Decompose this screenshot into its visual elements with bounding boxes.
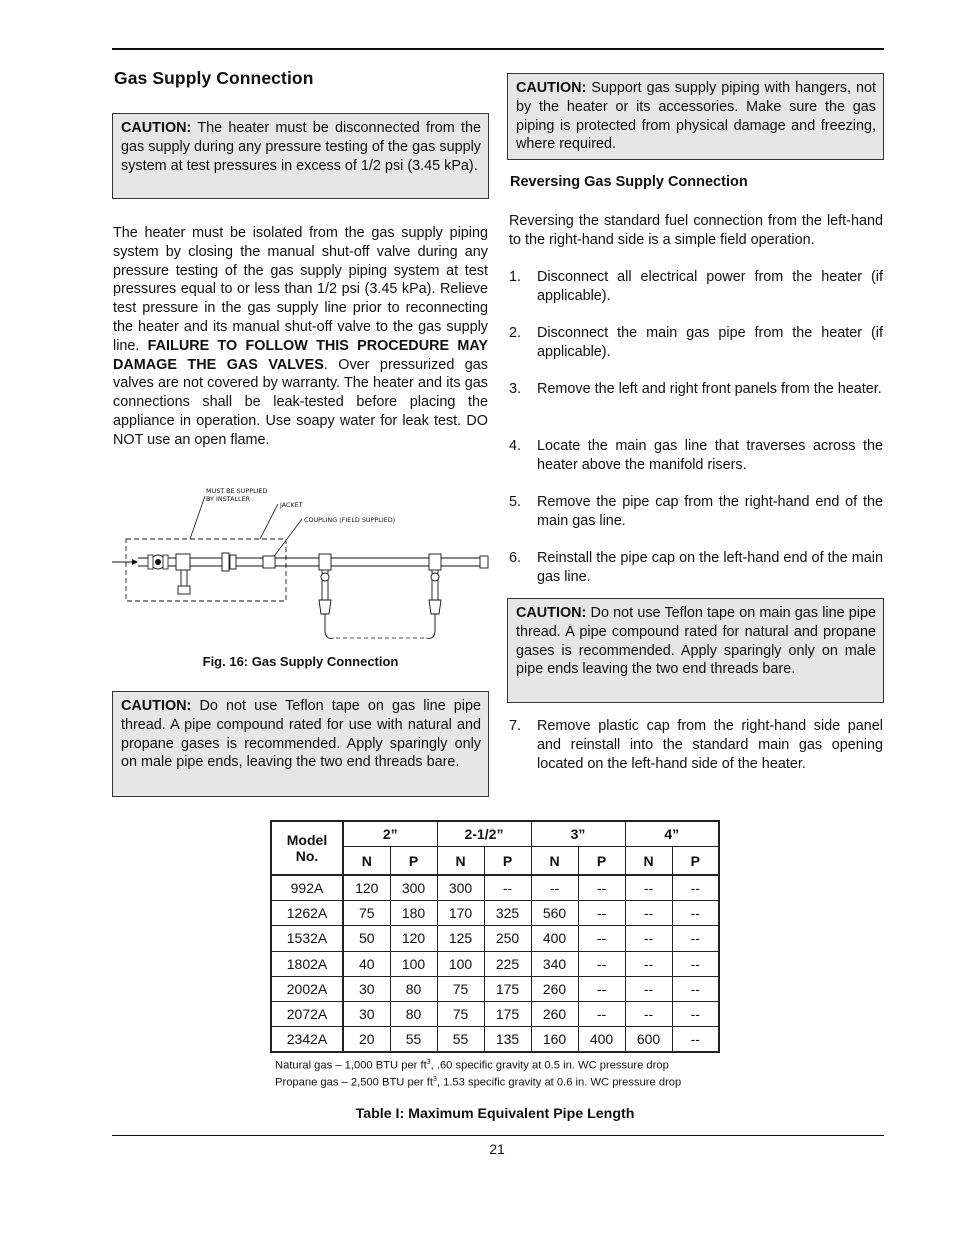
length-cell: -- [625,926,672,951]
length-cell: 120 [390,926,437,951]
length-cell: 75 [437,976,484,1001]
length-cell: 600 [625,1027,672,1053]
caution-label: CAUTION: [121,120,192,136]
gas-type-header: P [484,847,531,876]
caution-box-pressure-test [112,113,489,199]
model-cell: 992A [271,875,343,901]
length-cell: 325 [484,901,531,926]
intro-paragraph: Reversing the standard fuel connection from the left-hand to the right-hand side is a simple field operation. [509,213,883,248]
length-cell: 400 [578,1027,625,1053]
step-item [509,268,883,306]
step-number: 4. [509,438,522,454]
page-number: 21 [489,1141,505,1157]
note-natural-gas: Natural gas – 1,000 BTU per $ft^3$, .60 specific gravity at 0.5 in. WC pressure drop [275,1059,669,1072]
length-cell: 55 [437,1027,484,1053]
length-cell: 20 [343,1027,390,1053]
step-text: Remove plastic cap from the right-hand side panel and reinstall into the standard main gas opening located on the left-hand side of the heater. [537,718,883,772]
length-cell: 50 [343,926,390,951]
length-cell: 400 [531,926,578,951]
caution-text: Support gas supply piping with hangers, not by the heater or its accessories. Make sure the gas piping is protected from physical damage and freezing, where required. [516,80,876,153]
length-cell: 55 [390,1027,437,1053]
section-heading: Gas Supply Connection [114,68,314,88]
length-cell: 80 [390,976,437,1001]
length-cell: 100 [437,951,484,976]
gas-type-header: N [531,847,578,876]
length-cell: 30 [343,976,390,1001]
step-text: Locate the main gas line that traverses across the heater above the manifold risers. [537,438,883,473]
length-cell: -- [625,901,672,926]
gas-type-header: P [578,847,625,876]
label-coupling: COUPLING (FIELD SUPPLIED) [304,516,396,524]
length-cell: -- [484,875,531,901]
length-cell: 175 [484,1001,531,1026]
gas-type-header: P [672,847,719,876]
length-cell: 125 [437,926,484,951]
model-cell: 2342A [271,1027,343,1053]
caution-label: CAUTION: [516,80,587,96]
label-installer-line1: MUST BE SUPPLIED [206,487,268,495]
step-number: 1. [509,269,522,285]
step-number: 6. [509,550,522,566]
step-number: 7. [509,718,522,734]
length-cell: 260 [531,976,578,1001]
length-cell: -- [672,951,719,976]
length-cell: 300 [437,875,484,901]
length-cell: -- [672,875,719,901]
subsection-heading: Reversing Gas Supply Connection [510,174,748,190]
table-row [271,926,719,951]
manifold-riser-left [319,554,334,638]
length-cell: 260 [531,1001,578,1026]
length-cell: -- [625,976,672,1001]
step-number: 5. [509,494,522,510]
length-cell: 75 [343,901,390,926]
step-item [509,380,883,399]
step-text: Remove the left and right front panels from the heater. [537,381,882,397]
step-item [509,549,883,587]
length-cell: 175 [484,976,531,1001]
size-header: 2-1/2” [437,821,531,847]
length-cell: 120 [343,875,390,901]
length-cell: -- [531,875,578,901]
caution-box-support [507,73,884,160]
step-text: Disconnect the main gas pipe from the heater (if applicable). [537,325,883,360]
caution-box-teflon [112,691,489,797]
length-cell: 340 [531,951,578,976]
size-header: 3” [531,821,625,847]
length-cell: -- [672,901,719,926]
step-number: 3. [509,381,522,397]
size-header: 2” [343,821,437,847]
model-cell: 1532A [271,926,343,951]
model-cell: 1262A [271,901,343,926]
label-installer-line2: BY INSTALLER [206,495,251,503]
table-row [271,976,719,1001]
caution-box-main-line [507,598,884,703]
length-cell: -- [625,1001,672,1026]
length-cell: -- [578,875,625,901]
length-cell: -- [625,875,672,901]
note-propane-gas: Propane gas – 2,500 BTU per $ft^3$, 1.53 specific gravity at 0.6 in. WC pressure drop [275,1076,682,1089]
step-item [509,324,883,362]
length-cell: 40 [343,951,390,976]
footer-rule [112,1135,884,1136]
gas-type-header: N [625,847,672,876]
size-header: 4” [625,821,719,847]
length-cell: -- [578,926,625,951]
isolation-paragraph [113,224,488,450]
model-cell: 2072A [271,1001,343,1026]
step-number: 2. [509,325,522,341]
length-cell: -- [672,976,719,1001]
table-caption: Table I: Maximum Equivalent Pipe Length [355,1106,635,1122]
caution-text: Do not use Teflon tape on main gas line pipe thread. A pipe compound rated for natural and propane gases is recommended. Apply sparingly only on male pipe ends leaving the two end threads bare. [516,605,876,678]
model-cell: 1802A [271,951,343,976]
table-notes [275,1056,725,1090]
caution-label: CAUTION: [121,698,192,714]
caution-text: Do not use Teflon tape on gas line pipe thread. A pipe compound rated for use with natural and propane gases is recommended. Apply sparingly only on male pipe ends, leaving the two end threads bare. [121,698,481,771]
pipe-length-table [270,820,720,1053]
paragraph-text: . Over pressurized gas valves are not covered by warranty. The heater and its gas connections shall be leak-tested before placing the appliance in operation. Use soapy water for leak test. DO NOT use an open flame. [113,356,488,448]
length-cell: 30 [343,1001,390,1026]
length-cell: 75 [437,1001,484,1026]
model-cell: 2002A [271,976,343,1001]
warning-bold-text: FAILURE TO FOLLOW THIS PROCEDURE MAY DAMAGE THE GAS VALVES [113,337,488,373]
length-cell: -- [672,1027,719,1053]
step-text: Remove the pipe cap from the right-hand end of the main gas line. [537,494,883,529]
label-jacket: JACKET [280,501,303,509]
step-text: Reinstall the pipe cap on the left-hand end of the main gas line. [537,550,883,585]
length-cell: -- [672,1001,719,1026]
gas-type-header: P [390,847,437,876]
gas-supply-diagram [110,482,495,652]
table-row [271,1001,719,1026]
step-item [509,493,883,531]
length-cell: -- [578,901,625,926]
table-row [271,1027,719,1053]
manifold-riser-right [426,554,441,638]
header-rule [112,48,884,50]
length-cell: 100 [390,951,437,976]
length-cell: -- [672,926,719,951]
caution-label: CAUTION: [516,605,587,621]
step-item [509,717,883,773]
figure-caption: Fig. 16: Gas Supply Connection [202,654,399,669]
step-item [509,437,883,475]
length-cell: 170 [437,901,484,926]
length-cell: -- [578,1001,625,1026]
length-cell: 80 [390,1001,437,1026]
model-header: Model No. [271,821,343,875]
paragraph-text: The heater must be isolated from the gas supply piping system by closing the manual shut-off valve during any pressure testing of the gas supply piping system at test pressures equal to or less than 1/2 psi (3.45 kPa). Relieve test pressure in the gas supply line prior to reconnecting the heater and its manual shut-off valve to the gas supply line. [113,225,488,354]
caution-text: The heater must be disconnected from the gas supply during any pressure testing of the gas supply system at test pressures in excess of 1/2 psi (3.45 kPa). [121,120,481,174]
length-cell: 160 [531,1027,578,1053]
table-row [271,901,719,926]
table-row [271,875,719,901]
gas-type-header: N [343,847,390,876]
table-row [271,951,719,976]
length-cell: 135 [484,1027,531,1053]
length-cell: 300 [390,875,437,901]
gas-type-header: N [437,847,484,876]
step-text: Disconnect all electrical power from the heater (if applicable). [537,269,883,304]
length-cell: 180 [390,901,437,926]
length-cell: -- [578,951,625,976]
length-cell: -- [625,951,672,976]
length-cell: 250 [484,926,531,951]
length-cell: -- [578,976,625,1001]
length-cell: 225 [484,951,531,976]
length-cell: 560 [531,901,578,926]
